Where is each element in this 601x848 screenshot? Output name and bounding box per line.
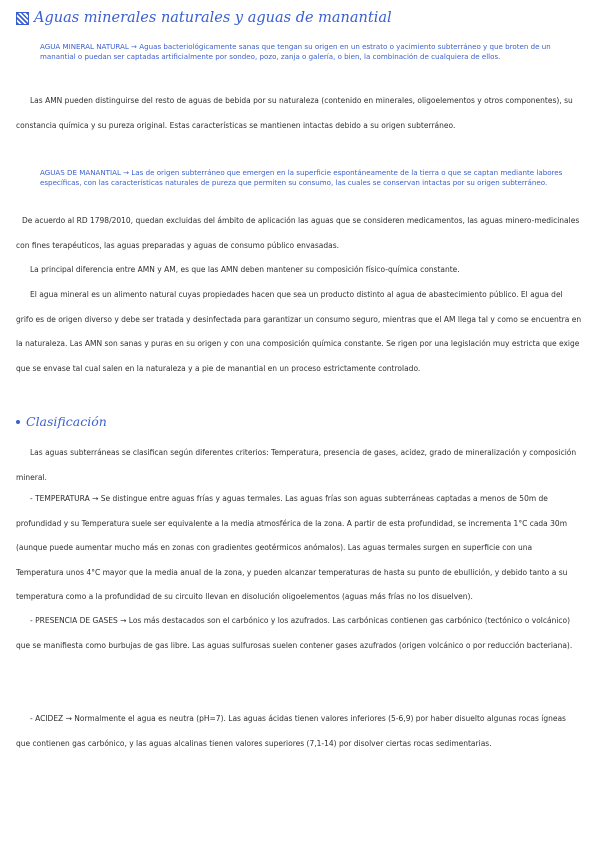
paragraph-acidez-text: - ACIDEZ → Normalmente el agua es neutra (pH=7). Las aguas ácidas tienen valores inferiores (5-6,9) por haber disuelto algunas rocas ígneas que contienen gas carbónico, y las aguas alcalinas tienen valores superiores (7,1-14) por disolver ciertas rocas sedimentarias. — [16, 714, 566, 748]
paragraph-temperatura — [16, 487, 582, 610]
paragraph-gases — [16, 609, 582, 658]
page-title: Aguas minerales naturales y aguas de manantial — [34, 10, 392, 26]
definition-aguas-de-manantial: AGUAS DE MANANTIAL → Las de origen subterráneo que emergen en la superficie espontáneamente de la tierra o que se captan mediante labores específicas, con las características naturales de pureza que permiten su consumo, las cuales se conservan intactas por su origen subterráneo. — [40, 168, 563, 188]
paragraph-classification-text: Las aguas subterráneas se clasifican según diferentes criterios: Temperatura, presencia de gases, acidez, grado de mineralización y composición mineral. — [16, 448, 577, 482]
paragraph-temperatura-text: - TEMPERATURA → Se distingue entre aguas frías y aguas termales. Las aguas frías son aguas subterráneas captadas a menos de 50m de profundidad y su Temperatura suele ser equivalente a la media atmosférica de la zona. A partir de esta profundidad, se incrementa 1°C cada 30m (aunque puede aumentar mucho más en zonas con gradientes geotérmicos anómalos). Las aguas termales surgen en superficie con una Temperatura unos 4°C mayor que la media anual de la zona, y pueden alcanzar temperaturas de hasta su punto de ebullición, y debido tanto a su temperatura como a la profundidad de su circuito llevan en disolución oligoelementos (aguas más frías no los disuelven). — [16, 494, 568, 601]
paragraph-classification — [16, 441, 582, 490]
paragraph-amn-distinction-text: Las AMN pueden distinguirse del resto de aguas de bebida por su naturaleza (contenido en minerales, oligoelementos y otros componentes), su constancia química y su pureza original. Estas características se mantienen intactas debido a su origen subterráneo. — [16, 96, 573, 130]
paragraph-rd-exclusions-text: De acuerdo al RD 1798/2010, quedan excluidas del ámbito de aplicación las aguas que se consideren medicamentos, las aguas minero-medicinales con fines terapéuticos, las aguas preparadas y aguas de consumo público envasadas. — [16, 216, 580, 250]
paragraph-gases-text: - PRESENCIA DE GASES → Los más destacados son el carbónico y los azufrados. Las carbónicas contienen gas carbónico (tectónico o volcánico) que se manifiesta como burbujas de gas libre. Las aguas sulfurosas suelen contener gases azufrados (origen volcánico o por reducción bacteriana). — [16, 616, 573, 650]
checkbox-icon — [16, 12, 29, 25]
paragraph-mineral-water — [16, 283, 582, 381]
paragraph-main-difference-text: La principal diferencia entre AMN y AM, es que las AMN deben mantener su composición físico-química constante. — [30, 265, 460, 274]
definition-agua-mineral-natural: AGUA MINERAL NATURAL → Aguas bacteriológicamente sanas que tengan su origen en un estrato o yacimiento subterráneo y que broten de un manantial o puedan ser captadas artificialmente por sondeo, pozo, zanja o galería, o bien, la combinación de cualquiera de ellos. — [40, 42, 551, 62]
paragraph-main-difference — [16, 258, 582, 283]
page-title-row — [16, 10, 591, 26]
paragraph-rd-exclusions — [16, 209, 582, 258]
paragraph-amn-distinction — [16, 89, 582, 138]
section-heading-clasificacion — [16, 414, 107, 429]
paragraph-acidez — [16, 707, 582, 756]
bullet-icon — [16, 420, 20, 424]
paragraph-mineral-water-text: El agua mineral es un alimento natural cuyas propiedades hacen que sea un producto distinto al agua de abastecimiento público. El agua del grifo es de origen diverso y debe ser tratada y desinfectada para garantizar un consumo seguro, mientras que el AM llega tal y como se encuentra en la naturaleza. Las AMN son sanas y puras en su origen y con una composición química constante. Se rigen por una legislación muy estricta que exige que se envase tal cual salen en la naturaleza y a pie de manantial en un proceso estrictamente controlado. — [16, 290, 582, 373]
section-title: Clasificación — [26, 414, 107, 429]
